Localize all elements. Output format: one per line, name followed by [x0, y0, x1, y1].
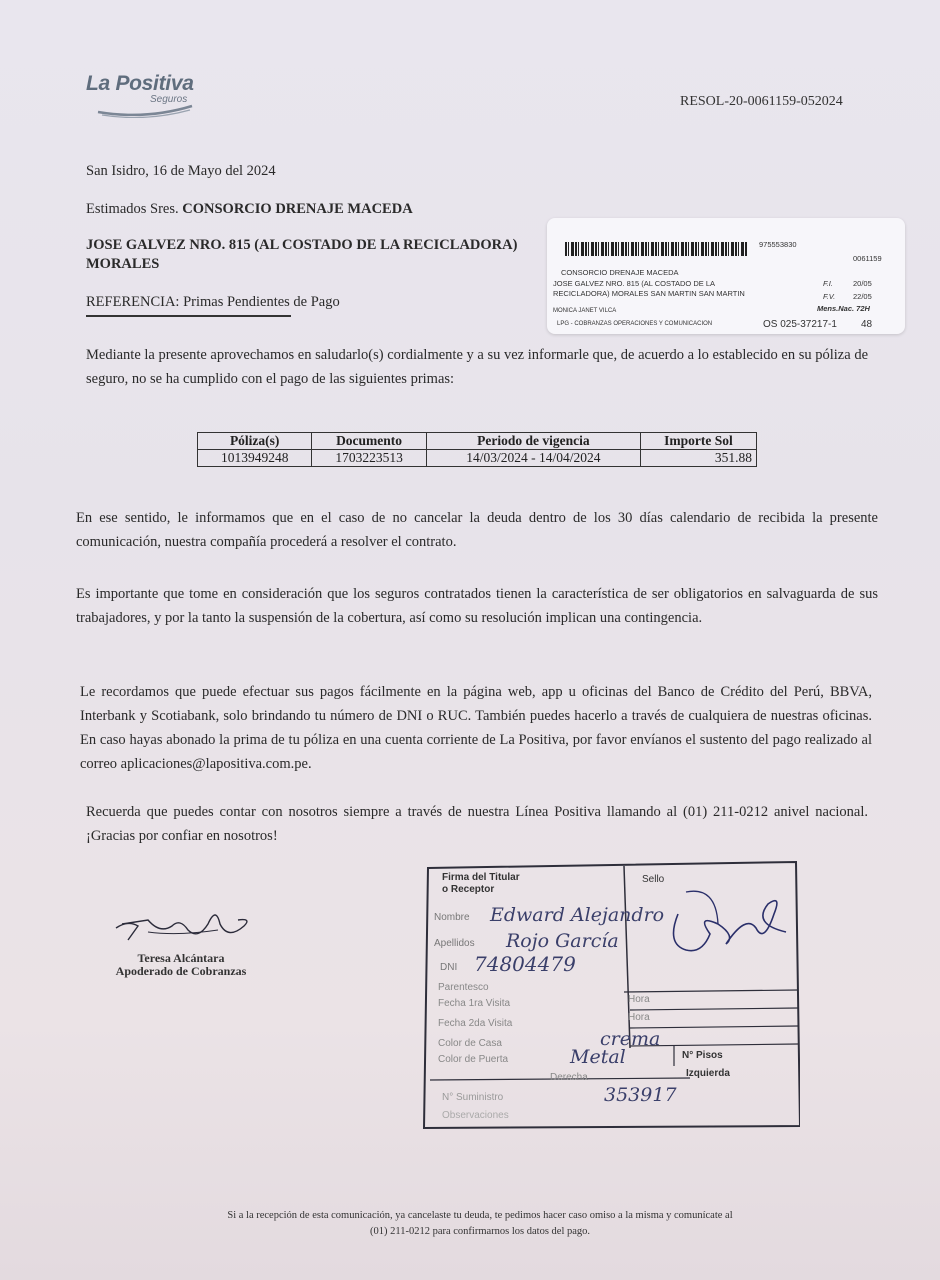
barcode-icon: [565, 242, 747, 256]
field-hora2-label: Hora: [628, 1012, 650, 1023]
field-izquierda-label: Izquierda: [686, 1068, 730, 1079]
paragraph-intro: Mediante la presente aprovechamos en saludarlo(s) cordialmente y a su vez informarle que, de acuerdo a lo establecido en su póliza de seguro, no se ha cumplido con el pago de las siguientes primas:: [86, 347, 868, 387]
field-puerta-label: Color de Puerta: [438, 1054, 509, 1065]
label-code: 0061159: [853, 254, 882, 263]
letter-date: San Isidro, 16 de Mayo del 2024: [86, 163, 276, 179]
field-color-value: crema: [600, 1028, 661, 1050]
footer-note: [150, 1208, 810, 1240]
reference-line: REFERENCIA: Primas Pendientes de Pago: [86, 294, 340, 310]
label-os-number: OS 025-37217-1: [763, 319, 837, 330]
table-cell-importe: 351.88: [640, 450, 756, 467]
field-observaciones-label: Observaciones: [442, 1110, 509, 1121]
field-pisos-label: N° Pisos: [682, 1050, 723, 1061]
label-count: 48: [861, 319, 873, 330]
field-suministro-label: N° Suministro: [442, 1092, 504, 1103]
company-logo-subtitle: Seguros: [150, 94, 188, 105]
label-department: LPG - COBRANZAS OPERACIONES Y COMUNICACION: [557, 321, 713, 327]
table-header-periodo: Periodo de vigencia: [426, 433, 640, 450]
recipient-name: CONSORCIO DRENAJE MACEDA: [182, 201, 413, 217]
logo-swoosh-icon: [96, 100, 196, 118]
greeting-prefix: Estimados Sres.: [86, 201, 179, 217]
stamp-title-2: o Receptor: [442, 884, 495, 895]
field-visita1-label: Fecha 1ra Visita: [438, 998, 511, 1009]
field-color-label: Color de Casa: [438, 1038, 502, 1049]
field-hora-label: Hora: [628, 994, 650, 1005]
label-fv-value: 22/05: [853, 292, 872, 301]
field-derecha-label: Derecha: [550, 1072, 588, 1083]
label-agent: MONICA JANET VILCA: [553, 308, 617, 314]
table-header-importe: Importe Sol: [640, 433, 756, 450]
signature-icon: [108, 900, 258, 950]
field-nombre-value: Edward Alejandro: [490, 904, 665, 926]
paragraph-mandatory: Es importante que tome en consideración que los seguros contratados tienen la característica de ser obligatorios en salvaguarda de sus trabajadores, y por la tanto la suspensión de la cobertura, así como su resolución implican una contingencia.: [76, 586, 878, 626]
field-suministro-value: 353917: [604, 1084, 677, 1106]
table-row: [198, 450, 757, 467]
greeting: [86, 197, 413, 221]
table-header-documento: Documento: [312, 433, 426, 450]
field-dni-label: DNI: [440, 962, 458, 973]
paragraph-closing: Recuerda que puedes contar con nosotros siempre a través de nuestra Línea Positiva llamando al (01) 211-0212 anivel nacional. ¡Gracias por confiar en nosotros!: [86, 804, 868, 844]
paragraph-payment: Le recordamos que puede efectuar sus pagos fácilmente en la página web, app u oficinas del Banco de Crédito del Perú, BBVA, Interbank y Scotiabank, solo brindando tu número de DNI o RUC. También puedes hacerlo a través de cualquiera de nuestras oficinas. En caso hayas abonado la prima de tu póliza en una cuenta corriente de La Positiva, por favor envíanos el sustento del pago realizado al correo aplicaciones@lapositiva.com.pe.: [80, 684, 872, 772]
table-header-poliza: Póliza(s): [198, 433, 312, 450]
label-name: CONSORCIO DRENAJE MACEDA: [561, 268, 679, 277]
paragraph-cancellation: En ese sentido, le informamos que en el caso de no cancelar la deuda dentro de los 30 días calendario de recibida la presente comunicación, nuestra compañía procederá a resolver el contrato.: [76, 510, 878, 550]
footer-line-1: Si a la recepción de esta comunicación, ya cancelaste tu deuda, te pedimos hacer caso omiso a la misma y comunícate al: [227, 1210, 733, 1221]
reference-underline: [86, 315, 291, 317]
recipient-address-line2: MORALES: [86, 256, 160, 272]
footer-line-2: (01) 211-0212 para confirmarnos los datos del pago.: [369, 1226, 591, 1237]
receiver-signature-icon: [656, 884, 796, 964]
company-logo: La Positiva: [86, 72, 194, 95]
field-apellidos-label: Apellidos: [434, 938, 475, 949]
label-mens: Mens.Nac. 72H: [817, 304, 870, 313]
stamp-sello-label: Sello: [642, 874, 665, 885]
signatory: [96, 952, 266, 978]
label-address-1: JOSE GALVEZ NRO. 815 (AL COSTADO DE LA: [553, 279, 715, 288]
signatory-role: Apoderado de Cobranzas: [115, 964, 247, 978]
stamp-title-1: Firma del Titular: [442, 872, 520, 883]
recipient-address-line1: JOSE GALVEZ NRO. 815 (AL COSTADO DE LA RECICLADORA): [86, 237, 518, 253]
field-apellidos-value: Rojo García: [506, 930, 619, 952]
receipt-stamp: [420, 860, 800, 1130]
signatory-name: Teresa Alcántara: [137, 951, 225, 965]
field-parentesco-label: Parentesco: [438, 982, 489, 993]
field-dni-value: 74804479: [474, 952, 576, 976]
mailing-label: [547, 218, 905, 334]
table-cell-poliza: 1013949248: [198, 450, 312, 467]
label-fi-value: 20/05: [853, 279, 872, 288]
field-visita2-label: Fecha 2da Visita: [438, 1018, 513, 1029]
field-puerta-value: Metal: [570, 1046, 626, 1068]
resolution-code: RESOL-20-0061159-052024: [680, 94, 843, 109]
field-nombre-label: Nombre: [434, 912, 470, 923]
label-fi-label: F.I.: [823, 279, 833, 288]
label-fv-label: F.V.: [823, 292, 836, 301]
table-cell-periodo: 14/03/2024 - 14/04/2024: [426, 450, 640, 467]
table-cell-documento: 1703223513: [312, 450, 426, 467]
label-address-2: RECICLADORA) MORALES SAN MARTIN SAN MARTIN: [553, 289, 745, 298]
label-barcode-number: 975553830: [759, 240, 797, 249]
premiums-table: [197, 432, 757, 467]
